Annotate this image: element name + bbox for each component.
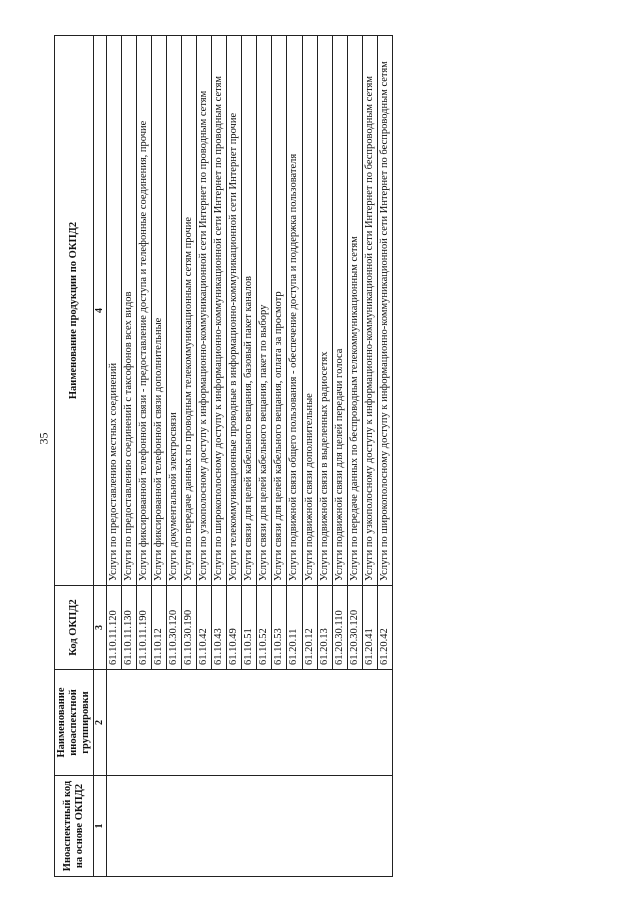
- okpd2-code-cell: 61.10.52: [257, 586, 272, 670]
- okpd2-code-cell: 61.10.42: [197, 586, 212, 670]
- column-number: 2: [94, 670, 107, 776]
- okpd2-code-cell: 61.20.13: [317, 586, 332, 670]
- header-col1: Иноаспектный код на основе ОКПД2: [55, 776, 94, 877]
- inoaspect-group-cell: [106, 670, 392, 776]
- okpd2-code-cell: 61.10.12: [151, 586, 166, 670]
- rotated-table-frame: [54, 35, 524, 877]
- okpd2-name-cell: Услуги связи для целей кабельного вещания, базовый пакет каналов: [242, 36, 257, 586]
- okpd2-name-cell: Услуги по широкополосному доступу к информационно-коммуникационной сети Интернет по проводным сетям: [212, 36, 227, 586]
- okpd2-code-cell: 61.20.12: [302, 586, 317, 670]
- okpd2-name-cell: Услуги фиксированной телефонной связи - предоставление доступа и телефонные соединения, прочие: [136, 36, 151, 586]
- okpd2-code-cell: 61.10.30.190: [182, 586, 197, 670]
- okpd2-code-cell: 61.20.42: [377, 586, 392, 670]
- okpd2-name-cell: Услуги по узкополосному доступу к информационно-коммуникационной сети Интернет по беспроводным сетям: [362, 36, 377, 586]
- okpd2-code-cell: 61.10.30.120: [166, 586, 181, 670]
- okpd2-name-cell: Услуги связи для целей кабельного вещания, оплата за просмотр: [272, 36, 287, 586]
- header-col4: Наименование продукции по ОКПД2: [55, 36, 94, 586]
- column-number-row: [94, 36, 107, 877]
- okpd2-code-cell: 61.20.11: [287, 586, 302, 670]
- okpd2-code-cell: 61.10.49: [227, 586, 242, 670]
- header-row: [55, 36, 94, 877]
- okpd2-code-cell: 61.10.43: [212, 586, 227, 670]
- column-number: 4: [94, 36, 107, 586]
- okpd2-name-cell: Услуги по предоставлению местных соединений: [106, 36, 121, 586]
- okpd2-name-cell: Услуги по широкополосному доступу к информационно-коммуникационной сети Интернет по беспроводным сетям: [377, 36, 392, 586]
- column-number: 1: [94, 776, 107, 877]
- okpd2-name-cell: Услуги подвижной связи общего пользования - обеспечение доступа и поддержка пользователя: [287, 36, 302, 586]
- okpd2-code-cell: 61.20.30.110: [332, 586, 347, 670]
- okpd2-name-cell: Услуги подвижной связи дополнительные: [302, 36, 317, 586]
- okpd2-code-cell: 61.20.41: [362, 586, 377, 670]
- okpd2-name-cell: Услуги по узкополосному доступу к информационно-коммуникационной сети Интернет по проводным сетям: [197, 36, 212, 586]
- okpd2-code-cell: 61.10.11.120: [106, 586, 121, 670]
- column-number: 3: [94, 586, 107, 670]
- okpd2-code-cell: 61.10.53: [272, 586, 287, 670]
- okpd2-name-cell: Услуги телекоммуникационные проводные в информационно-коммуникационной сети Интернет прочие: [227, 36, 242, 586]
- header-col3: Код ОКПД2: [55, 586, 94, 670]
- okpd2-code-cell: 61.10.11.190: [136, 586, 151, 670]
- header-col2: Наименование иноаспектной группировки: [55, 670, 94, 776]
- page-number: 35: [36, 432, 51, 445]
- okpd2-name-cell: Услуги по передаче данных по беспроводным телекоммуникационным сетям: [347, 36, 362, 586]
- table-row: [106, 36, 121, 877]
- okpd2-code-cell: 61.10.51: [242, 586, 257, 670]
- okpd2-table: [54, 35, 393, 877]
- okpd2-name-cell: Услуги подвижной связи в выделенных радиосетях: [317, 36, 332, 586]
- okpd2-code-cell: 61.10.11.130: [121, 586, 136, 670]
- okpd2-code-cell: 61.20.30.120: [347, 586, 362, 670]
- okpd2-name-cell: Услуги по передаче данных по проводным телекоммуникационным сетям прочие: [182, 36, 197, 586]
- table-body: [106, 36, 392, 877]
- inoaspect-code-cell: [106, 776, 392, 877]
- okpd2-name-cell: Услуги по предоставлению соединений с таксофонов всех видов: [121, 36, 136, 586]
- okpd2-name-cell: Услуги подвижной связи для целей передачи голоса: [332, 36, 347, 586]
- okpd2-name-cell: Услуги связи для целей кабельного вещания, пакет по выбору: [257, 36, 272, 586]
- okpd2-name-cell: Услуги документальной электросвязи: [166, 36, 181, 586]
- okpd2-name-cell: Услуги фиксированной телефонной связи дополнительные: [151, 36, 166, 586]
